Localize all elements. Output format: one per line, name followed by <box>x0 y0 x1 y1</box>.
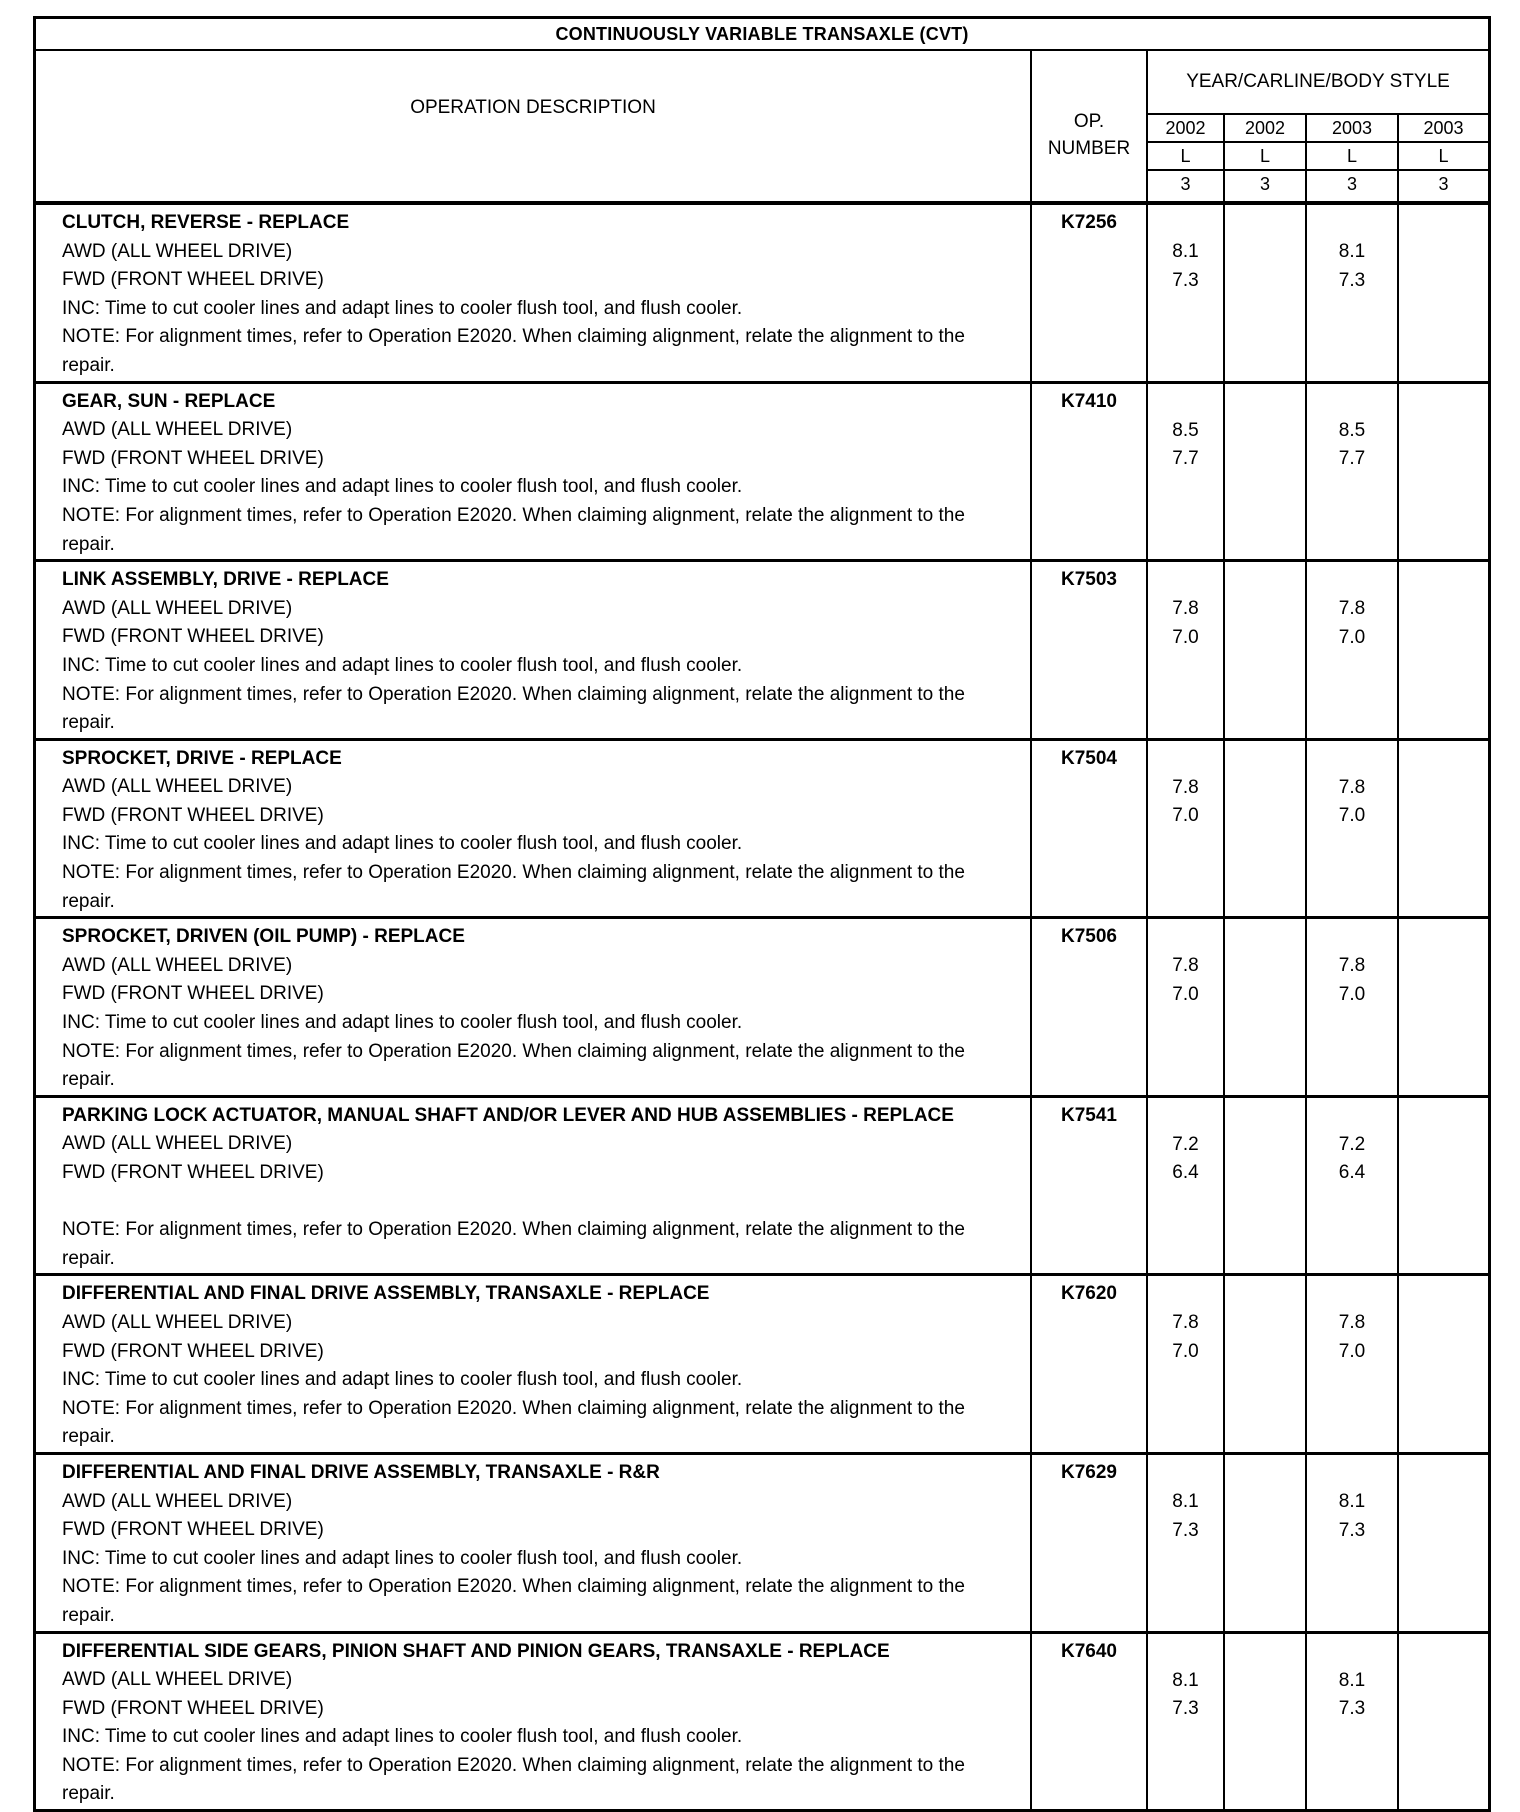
op-number: K7506 <box>1032 919 1148 1095</box>
inc-line: INC: Time to cut cooler lines and adapt lines to cooler flush tool, and flush cooler. <box>62 654 743 676</box>
awd-time: 7.8 <box>1338 1312 1366 1334</box>
awd-time: 7.8 <box>1172 776 1199 798</box>
op-number-label-1: OP. <box>1073 111 1105 132</box>
fwd-time: 7.0 <box>1338 1340 1366 1362</box>
fwd-time: 6.4 <box>1338 1162 1366 1184</box>
operation-description <box>36 205 1032 381</box>
note-line: NOTE: For alignment times, refer to Operation E2020. When claiming alignment, relate the alignment to the repair. <box>62 683 965 734</box>
time-2002-col-1 <box>1148 205 1225 381</box>
time-values <box>1148 1276 1488 1452</box>
fwd-line: FWD (FRONT WHEEL DRIVE) <box>62 1697 324 1719</box>
awd-line: AWD (ALL WHEEL DRIVE) <box>62 1669 293 1691</box>
time-2002-col-2 <box>1225 919 1307 1095</box>
year-cell: 2003 <box>1307 115 1399 141</box>
op-number-header <box>1032 51 1148 201</box>
inc-line: INC: Time to cut cooler lines and adapt lines to cooler flush tool, and flush cooler. <box>62 833 743 855</box>
time-2002-col-2 <box>1225 1455 1307 1631</box>
inc-line: INC: Time to cut cooler lines and adapt lines to cooler flush tool, and flush cooler. <box>62 1012 743 1034</box>
time-2002-col-2 <box>1225 1098 1307 1274</box>
fwd-time: 7.0 <box>1172 983 1199 1005</box>
operation-title: PARKING LOCK ACTUATOR, MANUAL SHAFT AND/OR LEVER AND HUB ASSEMBLIES - REPLACE <box>62 1104 954 1126</box>
operation-description <box>36 741 1032 917</box>
year-carline-title: YEAR/CARLINE/BODY STYLE <box>1148 51 1488 115</box>
time-2002-col-1 <box>1148 1276 1225 1452</box>
fwd-time: 7.3 <box>1338 1698 1366 1720</box>
awd-time: 8.1 <box>1338 1490 1366 1512</box>
awd-time: 7.2 <box>1172 1133 1199 1155</box>
time-2002-col-1 <box>1148 919 1225 1095</box>
op-number: K7504 <box>1032 741 1148 917</box>
awd-time: 8.1 <box>1172 241 1199 262</box>
time-values <box>1148 384 1488 560</box>
awd-time: 7.8 <box>1338 776 1366 798</box>
time-2003-col-1 <box>1307 919 1399 1095</box>
time-2003-col-2 <box>1399 1455 1488 1631</box>
op-number: K7503 <box>1032 562 1148 738</box>
operation-title: CLUTCH, REVERSE - REPLACE <box>62 212 350 233</box>
time-2002-col-2 <box>1225 1276 1307 1452</box>
awd-line: AWD (ALL WHEEL DRIVE) <box>62 776 293 798</box>
time-2002-col-1 <box>1148 1455 1225 1631</box>
table-row <box>36 1634 1488 1810</box>
time-2003-col-1 <box>1307 1276 1399 1452</box>
awd-time: 8.1 <box>1172 1669 1199 1691</box>
note-line: NOTE: For alignment times, refer to Operation E2020. When claiming alignment, relate the alignment to the repair. <box>62 504 965 555</box>
table-row <box>36 919 1488 1098</box>
fwd-line: FWD (FRONT WHEEL DRIVE) <box>62 447 324 469</box>
fwd-time: 7.3 <box>1172 1519 1199 1541</box>
fwd-time: 7.0 <box>1172 1340 1199 1362</box>
note-line: NOTE: For alignment times, refer to Operation E2020. When claiming alignment, relate the alignment to the repair. <box>62 1040 965 1091</box>
operation-title: SPROCKET, DRIVEN (OIL PUMP) - REPLACE <box>62 926 465 948</box>
op-number: K7541 <box>1032 1098 1148 1274</box>
op-number: K7410 <box>1032 384 1148 560</box>
op-number-label-2: NUMBER <box>1047 138 1131 159</box>
table-row <box>36 1276 1488 1455</box>
operation-description <box>36 562 1032 738</box>
inc-line: INC: Time to cut cooler lines and adapt lines to cooler flush tool, and flush cooler. <box>62 1369 743 1391</box>
time-2002-col-2 <box>1225 562 1307 738</box>
time-2003-col-2 <box>1399 1634 1488 1810</box>
op-number: K7620 <box>1032 1276 1148 1452</box>
fwd-time: 7.0 <box>1338 626 1366 648</box>
fwd-line: FWD (FRONT WHEEL DRIVE) <box>62 1162 324 1183</box>
awd-line: AWD (ALL WHEEL DRIVE) <box>62 954 293 976</box>
table-row <box>36 1455 1488 1634</box>
time-2002-col-2 <box>1225 1634 1307 1810</box>
operations-body <box>36 205 1488 1809</box>
table-row <box>36 205 1488 384</box>
inc-line: INC: Time to cut cooler lines and adapt lines to cooler flush tool, and flush cooler. <box>62 476 743 498</box>
carline-cell: L <box>1148 143 1225 169</box>
fwd-line: FWD (FRONT WHEEL DRIVE) <box>62 804 324 826</box>
awd-time: 7.8 <box>1338 955 1366 977</box>
inc-line: INC: Time to cut cooler lines and adapt lines to cooler flush tool, and flush cooler. <box>62 297 743 319</box>
fwd-time: 7.7 <box>1338 448 1366 470</box>
fwd-line: FWD (FRONT WHEEL DRIVE) <box>62 1340 324 1362</box>
awd-time: 7.8 <box>1172 955 1199 977</box>
operation-description <box>36 384 1032 560</box>
carline-cell: L <box>1438 146 1449 166</box>
table-row <box>36 741 1488 920</box>
operation-title: GEAR, SUN - REPLACE <box>62 390 276 412</box>
fwd-line: FWD (FRONT WHEEL DRIVE) <box>62 626 324 648</box>
table-header <box>36 51 1488 205</box>
awd-line: AWD (ALL WHEEL DRIVE) <box>62 1490 293 1512</box>
operation-title: DIFFERENTIAL SIDE GEARS, PINION SHAFT AND PINION GEARS, TRANSAXLE - REPLACE <box>62 1640 890 1662</box>
time-2003-col-1 <box>1307 1455 1399 1631</box>
year-cell: 2003 <box>1423 118 1464 138</box>
operation-description <box>36 1634 1032 1810</box>
time-values <box>1148 1455 1488 1631</box>
body-style-cell: 3 <box>1438 174 1449 194</box>
time-2003-col-1 <box>1307 1634 1399 1810</box>
time-2003-col-2 <box>1399 1276 1488 1452</box>
inc-line: INC: Time to cut cooler lines and adapt lines to cooler flush tool, and flush cooler. <box>62 1726 743 1748</box>
table-row <box>36 562 1488 741</box>
note-line: NOTE: For alignment times, refer to Operation E2020. When claiming alignment, relate the alignment to the repair. <box>62 862 965 912</box>
inc-line: INC: Time to cut cooler lines and adapt lines to cooler flush tool, and flush cooler. <box>62 1547 743 1569</box>
awd-line: AWD (ALL WHEEL DRIVE) <box>62 597 293 619</box>
time-2003-col-1 <box>1307 562 1399 738</box>
fwd-time: 7.7 <box>1172 448 1199 470</box>
time-2002-col-2 <box>1225 205 1307 381</box>
operation-title: SPROCKET, DRIVE - REPLACE <box>62 747 342 769</box>
time-values <box>1148 1098 1488 1274</box>
fwd-time: 6.4 <box>1172 1162 1199 1184</box>
time-values <box>1148 741 1488 917</box>
fwd-line: FWD (FRONT WHEEL DRIVE) <box>62 1519 324 1541</box>
carline-row <box>1148 143 1488 171</box>
fwd-time: 7.3 <box>1338 1519 1366 1541</box>
year-carline-header <box>1148 51 1488 201</box>
body-style-cell: 3 <box>1148 171 1225 201</box>
awd-line: AWD (ALL WHEEL DRIVE) <box>62 1133 293 1155</box>
operation-description <box>36 919 1032 1095</box>
awd-time: 7.2 <box>1338 1133 1366 1155</box>
operation-description <box>36 1276 1032 1452</box>
years-row <box>1148 115 1488 143</box>
time-2003-col-1 <box>1307 741 1399 917</box>
body-style-cell: 3 <box>1225 171 1307 201</box>
awd-time: 7.8 <box>1172 598 1199 620</box>
time-2002-col-1 <box>1148 384 1225 560</box>
awd-time: 8.5 <box>1172 419 1199 441</box>
body-style-cell: 3 <box>1307 171 1399 201</box>
operation-title: DIFFERENTIAL AND FINAL DRIVE ASSEMBLY, TRANSAXLE - R&R <box>62 1461 660 1483</box>
time-2002-col-2 <box>1225 384 1307 560</box>
awd-time: 7.8 <box>1172 1312 1199 1334</box>
op-number: K7640 <box>1032 1634 1148 1810</box>
fwd-line: FWD (FRONT WHEEL DRIVE) <box>62 983 324 1005</box>
operation-description <box>36 1098 1032 1274</box>
awd-time: 8.1 <box>1338 1669 1366 1691</box>
awd-time: 8.1 <box>1338 241 1366 262</box>
fwd-time: 7.0 <box>1338 983 1366 1005</box>
year-cell: 2002 <box>1148 115 1225 141</box>
time-2003-col-2 <box>1399 741 1488 917</box>
fwd-time: 7.0 <box>1338 805 1366 827</box>
table-row <box>36 1098 1488 1277</box>
operation-description-header: OPERATION DESCRIPTION <box>36 51 1032 201</box>
op-number: K7629 <box>1032 1455 1148 1631</box>
time-2003-col-2 <box>1399 205 1488 381</box>
note-line: NOTE: For alignment times, refer to Operation E2020. When claiming alignment, relate the alignment to the repair. <box>62 1754 965 1805</box>
awd-line: AWD (ALL WHEEL DRIVE) <box>62 240 293 262</box>
time-values <box>1148 1634 1488 1810</box>
fwd-time: 7.3 <box>1172 1698 1199 1720</box>
time-2003-col-2 <box>1399 919 1488 1095</box>
operation-description <box>36 1455 1032 1631</box>
awd-time: 8.1 <box>1172 1490 1199 1512</box>
note-line: NOTE: For alignment times, refer to Operation E2020. When claiming alignment, relate the alignment to the repair. <box>62 1576 965 1626</box>
awd-time: 8.5 <box>1338 419 1366 441</box>
operation-title: DIFFERENTIAL AND FINAL DRIVE ASSEMBLY, TRANSAXLE - REPLACE <box>62 1283 710 1305</box>
operation-title: LINK ASSEMBLY, DRIVE - REPLACE <box>62 569 389 591</box>
note-line: NOTE: For alignment times, refer to Operation E2020. When claiming alignment, relate the alignment to the repair. <box>62 1219 965 1269</box>
time-2003-col-1 <box>1307 1098 1399 1274</box>
op-number: K7256 <box>1032 205 1148 381</box>
time-values <box>1148 919 1488 1095</box>
awd-line: AWD (ALL WHEEL DRIVE) <box>62 419 293 441</box>
carline-cell: L <box>1225 143 1307 169</box>
inc-line <box>62 1188 1020 1217</box>
time-2003-col-2 <box>1399 384 1488 560</box>
awd-line: AWD (ALL WHEEL DRIVE) <box>62 1311 293 1333</box>
time-values <box>1148 562 1488 738</box>
time-2002-col-1 <box>1148 741 1225 917</box>
labor-time-table <box>33 16 1491 1812</box>
awd-time: 7.8 <box>1338 598 1366 620</box>
note-line: NOTE: For alignment times, refer to Operation E2020. When claiming alignment, relate the alignment to the repair. <box>62 326 965 376</box>
note-line: NOTE: For alignment times, refer to Operation E2020. When claiming alignment, relate the alignment to the repair. <box>62 1397 965 1448</box>
time-values <box>1148 205 1488 381</box>
time-2002-col-2 <box>1225 741 1307 917</box>
time-2003-col-1 <box>1307 384 1399 560</box>
body-style-row <box>1148 171 1488 201</box>
time-2002-col-1 <box>1148 562 1225 738</box>
fwd-time: 7.0 <box>1172 626 1199 648</box>
time-2003-col-2 <box>1399 1098 1488 1274</box>
time-2003-col-2 <box>1399 562 1488 738</box>
table-row <box>36 384 1488 563</box>
fwd-time: 7.0 <box>1172 805 1199 827</box>
fwd-time: 7.3 <box>1338 269 1366 291</box>
year-cell: 2002 <box>1225 115 1307 141</box>
carline-cell: L <box>1307 143 1399 169</box>
time-2002-col-1 <box>1148 1634 1225 1810</box>
fwd-line: FWD (FRONT WHEEL DRIVE) <box>62 269 324 291</box>
time-2003-col-1 <box>1307 205 1399 381</box>
fwd-time: 7.3 <box>1172 269 1199 291</box>
time-2002-col-1 <box>1148 1098 1225 1274</box>
table-title: CONTINUOUSLY VARIABLE TRANSAXLE (CVT) <box>36 19 1488 51</box>
